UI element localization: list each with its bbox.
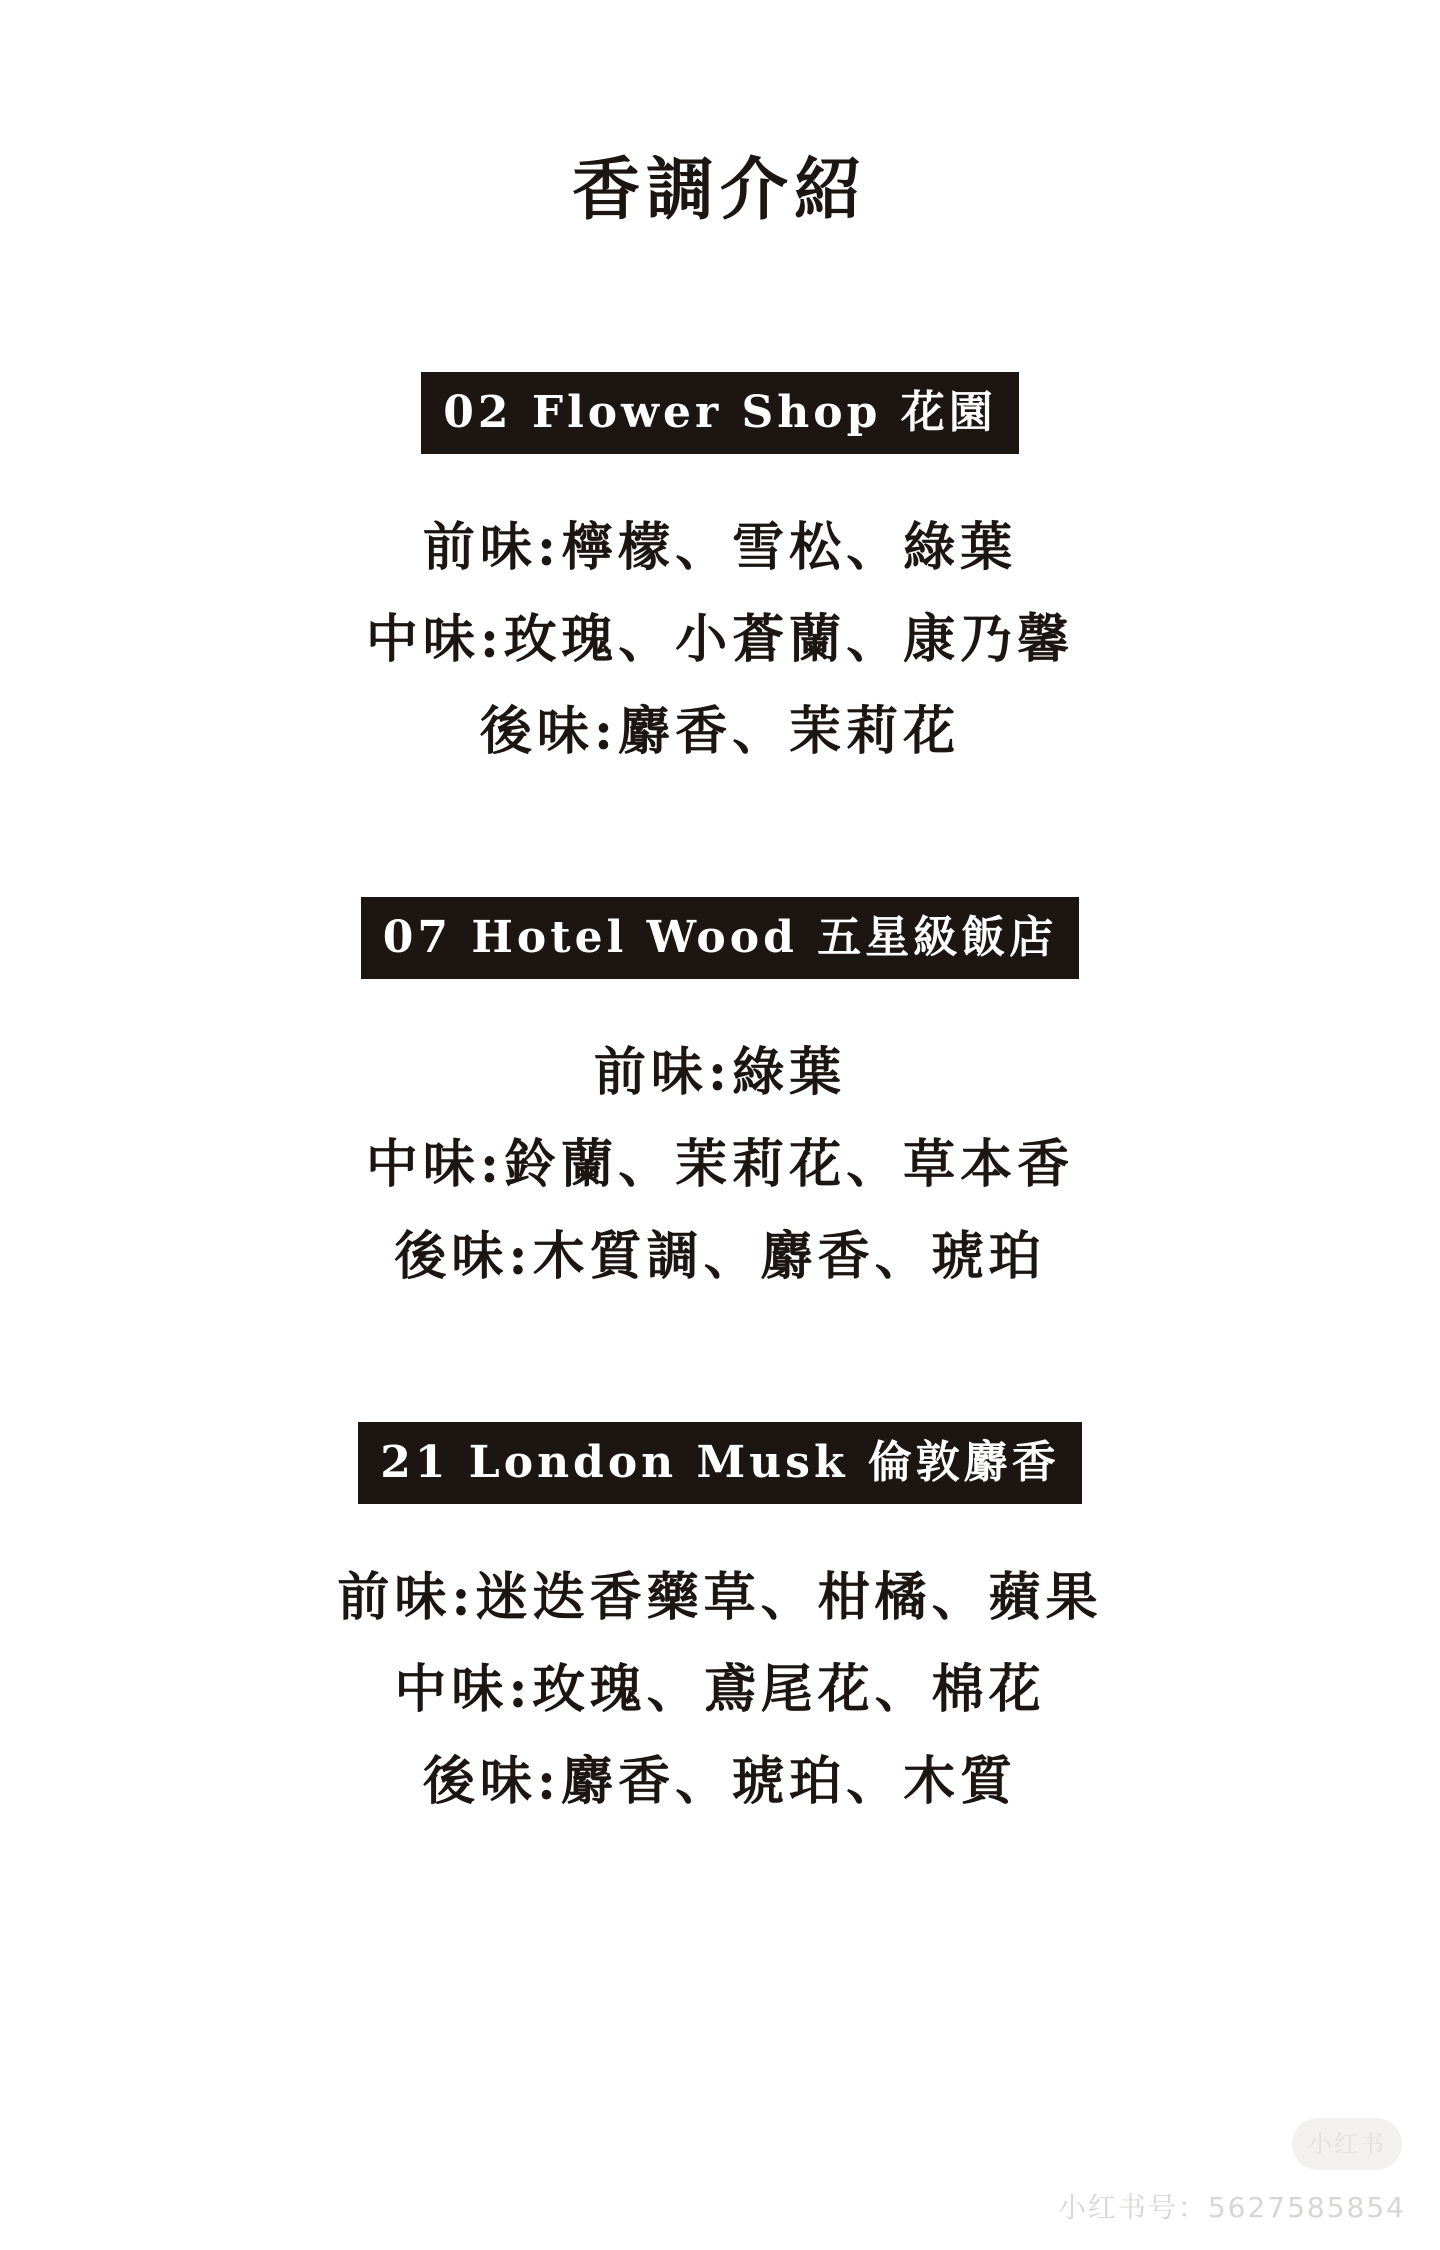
base-notes: 後味:木質調、麝香、琥珀 (394, 1226, 1046, 1287)
watermark-text: 小红书号：5627585854 (1057, 2191, 1406, 2224)
scent-section-flower-shop (0, 372, 1440, 778)
notes-list (0, 1027, 1440, 1303)
top-notes: 前味:綠葉 (593, 1042, 847, 1103)
middle-notes: 中味:玫瑰、小蒼蘭、康乃馨 (365, 609, 1075, 670)
middle-notes: 中味:鈴蘭、茉莉花、草本香 (365, 1134, 1075, 1195)
scent-section-hotel-wood (0, 897, 1440, 1303)
section-header: 02 Flower Shop 花園 (421, 372, 1018, 454)
notes-list (0, 502, 1440, 778)
page-title: 香調介紹 (571, 150, 868, 230)
top-notes: 前味:檸檬、雪松、綠葉 (422, 517, 1018, 578)
base-notes: 後味:麝香、琥珀、木質 (422, 1751, 1018, 1812)
middle-notes: 中味:玫瑰、鳶尾花、棉花 (394, 1659, 1046, 1720)
watermark-logo: 小红书 (1292, 2118, 1402, 2170)
notes-list (0, 1552, 1440, 1828)
top-notes: 前味:迷迭香藥草、柑橘、蘋果 (337, 1567, 1103, 1628)
base-notes: 後味:麝香、茉莉花 (479, 701, 961, 762)
scent-section-london-musk (0, 1422, 1440, 1828)
section-header: 07 Hotel Wood 五星級飯店 (361, 897, 1079, 979)
section-header: 21 London Musk 倫敦麝香 (358, 1422, 1082, 1504)
